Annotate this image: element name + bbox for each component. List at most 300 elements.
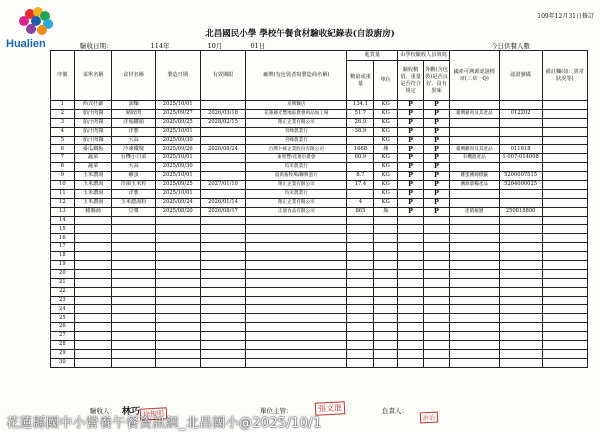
row-unit	[374, 243, 398, 252]
row-check-qty	[398, 349, 424, 358]
row-qty: 17.4	[347, 181, 374, 190]
row-check-qty	[398, 296, 424, 305]
row-check-qty: P	[398, 109, 424, 118]
row-no: 25	[51, 314, 75, 323]
row-exp-date: 2026/08/24	[200, 145, 245, 154]
col-check-qty: 驗收數量、重量是否符合規定	[398, 61, 424, 101]
row-ingredient	[112, 323, 155, 332]
row-origin	[449, 261, 499, 270]
row-qty	[347, 269, 374, 278]
col-incoming: 進貨量	[347, 51, 398, 61]
row-remark	[542, 145, 587, 154]
row-check-pack	[424, 216, 450, 225]
row-check-pack	[424, 278, 450, 287]
row-dish	[74, 349, 112, 358]
table-row-empty	[51, 216, 588, 225]
row-remark	[542, 349, 587, 358]
row-unit: KG	[374, 172, 398, 181]
row-check-qty	[398, 216, 424, 225]
row-qty: 4	[347, 198, 374, 207]
row-check-qty: P	[398, 101, 424, 110]
row-supplier: 均禾農業行	[246, 189, 347, 198]
row-mfg-date: 2025/10/01	[155, 189, 200, 198]
table-row-empty	[51, 243, 588, 252]
row-check-qty	[398, 261, 424, 270]
row-cert	[499, 234, 542, 243]
principal-label: 負責人：	[382, 407, 408, 415]
row-origin	[449, 198, 499, 207]
row-exp-date	[200, 323, 245, 332]
row-check-pack: P	[424, 181, 450, 190]
date-month: 10月	[207, 42, 223, 50]
row-check-qty: P	[398, 127, 424, 136]
row-no: 21	[51, 278, 75, 287]
table-row	[51, 154, 588, 163]
row-check-qty	[398, 314, 424, 323]
row-mfg-date: 2025/10/01	[155, 127, 200, 136]
row-check-pack	[424, 349, 450, 358]
row-origin	[449, 269, 499, 278]
row-exp-date	[200, 349, 245, 358]
row-ingredient	[112, 349, 155, 358]
row-dish	[74, 234, 112, 243]
row-check-qty: P	[398, 172, 424, 181]
row-no: 19	[51, 261, 75, 270]
row-no: 29	[51, 349, 75, 358]
row-remark	[542, 243, 587, 252]
row-origin	[449, 136, 499, 145]
row-check-qty	[398, 234, 424, 243]
table-row	[51, 189, 588, 198]
row-no: 30	[51, 358, 75, 367]
row-ingredient: 豆漿	[112, 207, 155, 216]
row-mfg-date	[155, 216, 200, 225]
row-supplier	[246, 234, 347, 243]
row-dish: 玉米濃湯	[74, 198, 112, 207]
row-check-qty	[398, 323, 424, 332]
row-mfg-date: 2025/09/25	[155, 181, 200, 190]
row-dish	[74, 358, 112, 367]
inspector-label: 驗收人：	[90, 407, 116, 415]
col-check-pack: 外觀(含包裝)是否良好、沒有異味	[424, 61, 450, 101]
row-supplier: 宮峰農業行	[246, 127, 347, 136]
row-supplier	[246, 358, 347, 367]
table-row-empty	[51, 305, 588, 314]
row-qty: 26.9	[347, 118, 374, 127]
row-mfg-date	[155, 296, 200, 305]
row-remark	[542, 341, 587, 350]
row-unit	[374, 261, 398, 270]
row-ingredient: 豬絞肉	[112, 109, 155, 118]
row-mfg-date: 2025/10/01	[155, 101, 200, 110]
row-supplier	[246, 305, 347, 314]
row-check-qty: P	[398, 198, 424, 207]
row-check-pack: P	[424, 189, 450, 198]
row-remark	[542, 261, 587, 270]
row-no: 12	[51, 198, 75, 207]
row-supplier: 翔正企業有限公司	[246, 181, 347, 190]
row-supplier: 翔正企業有限公司	[246, 118, 347, 127]
row-check-qty	[398, 269, 424, 278]
row-remark	[542, 154, 587, 163]
table-row-empty	[51, 278, 588, 287]
row-check-qty	[398, 287, 424, 296]
row-dish	[74, 314, 112, 323]
row-unit	[374, 323, 398, 332]
row-no: 20	[51, 269, 75, 278]
row-dish: 玉米濃湯	[74, 172, 112, 181]
row-dish: 茄汁肉醬	[74, 109, 112, 118]
row-ingredient	[112, 305, 155, 314]
row-qty	[347, 323, 374, 332]
row-qty	[347, 287, 374, 296]
row-check-pack	[424, 323, 450, 332]
row-qty: 8.7	[347, 172, 374, 181]
row-check-pack	[424, 261, 450, 270]
col-supplier: 廠牌(有包裝者寫製造商名稱)	[246, 51, 347, 101]
row-ingredient	[112, 216, 155, 225]
row-ingredient: 有機小白菜	[112, 154, 155, 163]
table-row-empty	[51, 261, 588, 270]
date-year: 114年	[150, 42, 170, 50]
row-remark	[542, 189, 587, 198]
row-origin	[449, 287, 499, 296]
row-unit	[374, 269, 398, 278]
row-supplier	[246, 261, 347, 270]
row-exp-date: 2027/01/10	[200, 181, 245, 190]
row-unit	[374, 305, 398, 314]
row-unit	[374, 234, 398, 243]
row-supplier	[246, 225, 347, 234]
row-cert	[499, 305, 542, 314]
row-exp-date: 2028/02/15	[200, 118, 245, 127]
row-check-qty	[398, 305, 424, 314]
row-check-pack	[424, 243, 450, 252]
row-mfg-date: 2025/09/25	[155, 118, 200, 127]
row-supplier	[246, 278, 347, 287]
row-remark	[542, 252, 587, 261]
row-qty	[347, 225, 374, 234]
row-mfg-date	[155, 332, 200, 341]
row-exp-date	[200, 127, 245, 136]
row-check-qty: P	[398, 207, 424, 216]
row-check-pack	[424, 296, 450, 305]
row-supplier: 泉興麵店	[246, 101, 347, 110]
row-supplier	[246, 296, 347, 305]
row-cert	[499, 341, 542, 350]
row-check-pack: P	[424, 118, 450, 127]
row-check-pack	[424, 341, 450, 350]
table-row-empty	[51, 323, 588, 332]
row-origin	[449, 332, 499, 341]
row-ingredient	[112, 358, 155, 367]
row-cert	[499, 101, 542, 110]
row-dish	[74, 261, 112, 270]
row-origin	[449, 296, 499, 305]
revision-date: 109年12月31日修訂	[537, 13, 594, 20]
row-dish	[74, 305, 112, 314]
row-origin	[449, 225, 499, 234]
row-no: 8	[51, 163, 75, 172]
row-remark	[542, 181, 587, 190]
row-unit: KG	[374, 101, 398, 110]
table-row	[51, 163, 588, 172]
row-origin	[449, 278, 499, 287]
row-ingredient	[112, 341, 155, 350]
row-remark	[542, 314, 587, 323]
row-mfg-date	[155, 225, 200, 234]
row-exp-date	[200, 269, 245, 278]
table-row	[51, 181, 588, 190]
row-unit	[374, 225, 398, 234]
row-qty	[347, 341, 374, 350]
row-remark	[542, 305, 587, 314]
col-unit: 單位	[374, 61, 398, 101]
row-mfg-date	[155, 305, 200, 314]
row-unit: KG	[374, 154, 398, 163]
row-qty: 38.9	[347, 127, 374, 136]
row-ingredient	[112, 234, 155, 243]
row-ingredient	[112, 287, 155, 296]
row-origin	[449, 118, 499, 127]
row-origin: 有機農產品	[449, 154, 499, 163]
row-qty	[347, 305, 374, 314]
row-check-pack	[424, 225, 450, 234]
row-mfg-date: 2025/09/24	[155, 198, 200, 207]
row-exp-date	[200, 278, 245, 287]
row-origin	[449, 341, 499, 350]
row-no: 1	[51, 101, 75, 110]
row-check-pack: P	[424, 163, 450, 172]
row-ingredient: 雞蛋	[112, 172, 155, 181]
row-qty: 1668	[347, 145, 374, 154]
row-unit	[374, 287, 398, 296]
row-check-qty: P	[398, 154, 424, 163]
row-remark	[542, 269, 587, 278]
row-dish: 蔬菜	[74, 154, 112, 163]
row-remark	[542, 225, 587, 234]
row-exp-date: 2026/01/14	[200, 198, 245, 207]
row-supplier	[246, 341, 347, 350]
row-remark	[542, 358, 587, 367]
row-exp-date	[200, 136, 245, 145]
row-check-pack: P	[424, 109, 450, 118]
row-qty	[347, 163, 374, 172]
row-dish: 玉米濃湯	[74, 189, 112, 198]
table-row-empty	[51, 341, 588, 350]
row-cert	[499, 314, 542, 323]
col-origin: 國產可溯源認證標章(三章一Q)	[449, 51, 499, 101]
row-check-qty	[398, 358, 424, 367]
table-row-empty	[51, 314, 588, 323]
row-origin	[449, 243, 499, 252]
row-cert	[499, 127, 542, 136]
row-unit: 塊	[374, 145, 398, 154]
row-unit: KG	[374, 198, 398, 207]
row-no: 22	[51, 287, 75, 296]
row-qty: 865	[347, 207, 374, 216]
unit-head-label: 單位主管：	[260, 407, 293, 415]
row-remark	[542, 118, 587, 127]
row-origin	[449, 305, 499, 314]
row-check-qty: P	[398, 163, 424, 172]
row-exp-date: 2026/08/17	[200, 207, 245, 216]
row-cert	[499, 118, 542, 127]
table-row-empty	[51, 287, 588, 296]
row-ingredient: 洋蔥	[112, 127, 155, 136]
table-row-empty	[51, 252, 588, 261]
row-check-pack	[424, 332, 450, 341]
row-check-qty	[398, 332, 424, 341]
row-dish	[74, 243, 112, 252]
row-no: 18	[51, 252, 75, 261]
row-ingredient	[112, 278, 155, 287]
row-mfg-date: 2025/08/20	[155, 207, 200, 216]
row-mfg-date: 2025/09/26	[155, 145, 200, 154]
row-unit: KG	[374, 163, 398, 172]
row-ingredient: 玉米濃湯粉	[112, 198, 155, 207]
row-unit	[374, 314, 398, 323]
row-check-pack	[424, 269, 450, 278]
row-no: 15	[51, 225, 75, 234]
row-check-qty	[398, 252, 424, 261]
table-row-empty	[51, 296, 588, 305]
row-exp-date	[200, 332, 245, 341]
row-no: 11	[51, 189, 75, 198]
row-origin	[449, 189, 499, 198]
row-origin	[449, 252, 499, 261]
row-mfg-date: 2025/10/01	[155, 154, 200, 163]
row-dish: 西式什錦	[74, 101, 112, 110]
row-supplier: 東聖豐/花蓮市農會	[246, 154, 347, 163]
row-dish: 玉米濃湯	[74, 181, 112, 190]
row-exp-date: 2026/03/18	[200, 109, 245, 118]
logo-text: Hualien	[6, 38, 46, 50]
row-no: 4	[51, 127, 75, 136]
row-ingredient	[112, 296, 155, 305]
row-unit	[374, 341, 398, 350]
row-no: 24	[51, 305, 75, 314]
col-exp-date: 有效期限	[200, 51, 245, 101]
row-no: 28	[51, 341, 75, 350]
row-remark	[542, 109, 587, 118]
row-ingredient: 冷凍鐵塊	[112, 145, 155, 154]
date-day: 01日	[250, 42, 266, 50]
row-cert	[499, 163, 542, 172]
row-qty	[347, 261, 374, 270]
table-row	[51, 136, 588, 145]
row-remark	[542, 278, 587, 287]
row-mfg-date: 2025/10/01	[155, 172, 200, 181]
table-row-empty	[51, 332, 588, 341]
row-ingredient: 大蒜	[112, 136, 155, 145]
row-cert	[499, 269, 542, 278]
row-origin	[449, 234, 499, 243]
row-origin: 產銷履歷	[449, 207, 499, 216]
col-inspect-group: 由學校驗收人員填寫	[398, 51, 450, 61]
row-mfg-date	[155, 278, 200, 287]
row-cert	[499, 287, 542, 296]
row-check-pack	[424, 287, 450, 296]
row-cert	[499, 225, 542, 234]
row-unit: KG	[374, 181, 398, 190]
inspector-signature: 林巧	[122, 407, 141, 417]
row-unit: KG	[374, 136, 398, 145]
row-unit: KG	[374, 118, 398, 127]
row-qty	[347, 234, 374, 243]
row-dish	[74, 287, 112, 296]
row-qty	[347, 358, 374, 367]
row-remark	[542, 136, 587, 145]
row-origin: 雞蛋溯源標籤	[449, 172, 499, 181]
row-check-qty: P	[398, 145, 424, 154]
row-exp-date	[200, 225, 245, 234]
row-supplier	[246, 269, 347, 278]
row-remark	[542, 127, 587, 136]
watermark: 花蓮縣國中小營養午餐資訊網_北昌國小@2025/10/1	[6, 416, 322, 431]
row-cert: 012202	[499, 109, 542, 118]
row-ingredient: 冷凍玉米粒	[112, 181, 155, 190]
row-ingredient: 油麵	[112, 101, 155, 110]
row-origin	[449, 323, 499, 332]
row-ingredient	[112, 252, 155, 261]
row-exp-date	[200, 234, 245, 243]
row-unit	[374, 252, 398, 261]
row-origin	[449, 216, 499, 225]
page-title: 北昌國民小學 學校午餐食材驗收紀錄表(自設廚房)	[205, 29, 395, 39]
row-qty: 60.9	[347, 154, 374, 163]
row-check-qty: P	[398, 136, 424, 145]
row-exp-date	[200, 243, 245, 252]
row-no: 17	[51, 243, 75, 252]
table-row	[51, 172, 588, 181]
row-dish	[74, 269, 112, 278]
row-ingredient	[112, 225, 155, 234]
row-no: 10	[51, 181, 75, 190]
row-origin	[449, 101, 499, 110]
row-no: 16	[51, 234, 75, 243]
row-unit	[374, 278, 398, 287]
row-origin	[449, 314, 499, 323]
row-supplier: 盛禹畜牧場/聯興蛋行	[246, 172, 347, 181]
table-row-empty	[51, 225, 588, 234]
row-cert: 250818800	[499, 207, 542, 216]
row-exp-date	[200, 172, 245, 181]
row-dish	[74, 216, 112, 225]
row-check-qty	[398, 225, 424, 234]
row-no: 3	[51, 118, 75, 127]
row-exp-date	[200, 163, 245, 172]
row-cert	[499, 358, 542, 367]
row-cert: 5204000025	[499, 181, 542, 190]
row-exp-date	[200, 296, 245, 305]
row-check-pack	[424, 252, 450, 261]
row-qty	[347, 252, 374, 261]
row-mfg-date	[155, 261, 200, 270]
row-check-pack: P	[424, 136, 450, 145]
row-unit	[374, 216, 398, 225]
row-unit: 瓶	[374, 207, 398, 216]
row-origin	[449, 349, 499, 358]
row-mfg-date	[155, 349, 200, 358]
unit-head-stamp: 張文進	[315, 401, 346, 416]
row-origin: 溯源農糧產品	[449, 181, 499, 190]
row-qty	[347, 216, 374, 225]
col-remark: 備註欄(如：異常狀況等)	[542, 51, 587, 101]
row-check-pack: P	[424, 154, 450, 163]
inspection-table	[50, 50, 588, 368]
row-exp-date	[200, 261, 245, 270]
